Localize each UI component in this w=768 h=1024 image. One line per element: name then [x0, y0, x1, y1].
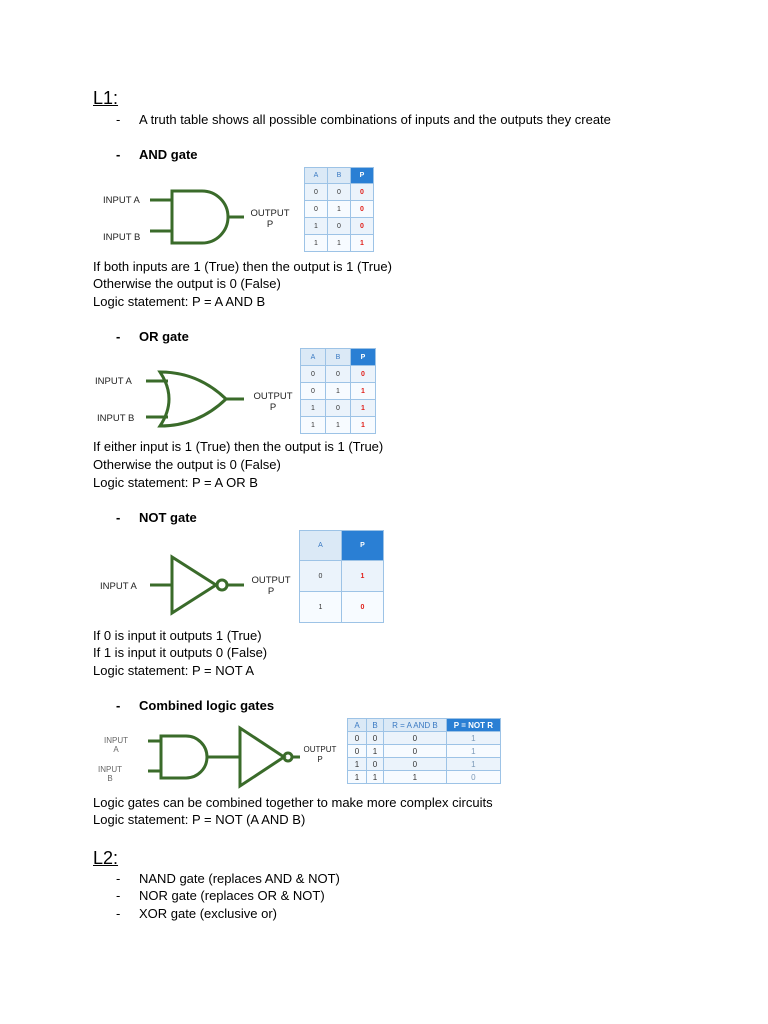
table-cell: 1	[351, 383, 376, 400]
or-gate-symbol-icon	[146, 368, 246, 433]
table-cell: 0	[326, 366, 351, 383]
and-gate-symbol-icon	[150, 186, 250, 251]
not-logic-statement: Logic statement: P = NOT A	[93, 663, 255, 678]
combined-output-label: OUTPUT P	[303, 745, 337, 764]
section-heading-l2: L2:	[93, 848, 119, 868]
section-heading-l1: L1:	[93, 88, 119, 108]
or-input-a-label: INPUT A	[95, 376, 132, 387]
combined-gates-symbol-icon	[148, 726, 308, 790]
and-gate-title: AND gate	[139, 147, 198, 162]
table-header: A	[348, 719, 367, 732]
combined-desc-line: Logic gates can be combined together to make more complex circuits	[93, 795, 493, 810]
table-cell: 0	[328, 184, 351, 201]
table-cell: 0	[384, 758, 447, 771]
table-cell: 1	[446, 758, 500, 771]
bullet-dash: -	[116, 510, 121, 525]
bullet-dash: -	[116, 888, 121, 903]
combined-truth-table	[347, 718, 501, 784]
l2-list-item: NOR gate (replaces OR & NOT)	[139, 888, 325, 903]
table-cell: 0	[305, 201, 328, 218]
and-logic-statement: Logic statement: P = A AND B	[93, 294, 266, 309]
and-truth-table	[304, 167, 374, 252]
table-cell: 1	[342, 561, 384, 592]
bullet-dash: -	[116, 112, 121, 127]
table-cell: 1	[305, 235, 328, 252]
and-input-b-label: INPUT B	[103, 232, 141, 243]
table-cell: 0	[367, 732, 384, 745]
table-cell: 0	[351, 366, 376, 383]
or-input-b-label: INPUT B	[97, 413, 135, 424]
or-logic-statement: Logic statement: P = A OR B	[93, 475, 258, 490]
or-output-label: OUTPUT P	[253, 391, 293, 413]
table-header: P	[351, 349, 376, 366]
table-cell: 1	[367, 771, 384, 784]
not-desc-line: If 1 is input it outputs 0 (False)	[93, 645, 268, 660]
not-input-a-label: INPUT A	[100, 581, 137, 592]
table-cell: 1	[367, 745, 384, 758]
table-cell: 1	[328, 201, 351, 218]
table-header: A	[301, 349, 326, 366]
table-cell: 0	[326, 400, 351, 417]
not-gate-symbol-icon	[150, 555, 250, 617]
and-desc-line: If both inputs are 1 (True) then the output is 1 (True)	[93, 259, 392, 274]
table-cell: 0	[367, 758, 384, 771]
table-cell: 1	[305, 218, 328, 235]
table-header: B	[367, 719, 384, 732]
table-cell: 0	[351, 201, 374, 218]
and-desc-line: Otherwise the output is 0 (False)	[93, 276, 281, 291]
table-cell: 0	[342, 592, 384, 623]
not-desc-line: If 0 is input it outputs 1 (True)	[93, 628, 262, 643]
bullet-dash: -	[116, 698, 121, 713]
table-header: P	[342, 531, 384, 561]
l2-list-item: XOR gate (exclusive or)	[139, 906, 277, 921]
or-truth-table	[300, 348, 376, 434]
and-output-label: OUTPUT P	[250, 208, 290, 230]
table-cell: 1	[351, 400, 376, 417]
table-cell: 1	[326, 383, 351, 400]
bullet-dash: -	[116, 329, 121, 344]
table-cell: 0	[300, 561, 342, 592]
or-gate-title: OR gate	[139, 329, 189, 344]
or-desc-line: If either input is 1 (True) then the output is 1 (True)	[93, 439, 384, 454]
combined-logic-statement: Logic statement: P = NOT (A AND B)	[93, 812, 306, 827]
table-cell: 1	[446, 732, 500, 745]
table-cell: 0	[446, 771, 500, 784]
table-cell: 1	[351, 417, 376, 434]
table-header: R = A AND B	[384, 719, 447, 732]
table-cell: 1	[301, 400, 326, 417]
table-header: A	[300, 531, 342, 561]
table-cell: 0	[301, 383, 326, 400]
table-cell: 1	[351, 235, 374, 252]
combined-input-b-label: INPUT B	[98, 765, 122, 783]
bullet-dash: -	[116, 871, 121, 886]
table-cell: 1	[446, 745, 500, 758]
table-cell: 0	[384, 745, 447, 758]
table-cell: 0	[328, 218, 351, 235]
l2-list-item: NAND gate (replaces AND & NOT)	[139, 871, 340, 886]
table-cell: 0	[305, 184, 328, 201]
and-input-a-label: INPUT A	[103, 195, 140, 206]
table-header: P = NOT R	[446, 719, 500, 732]
table-cell: 1	[328, 235, 351, 252]
combined-gates-title: Combined logic gates	[139, 698, 275, 713]
table-header: P	[351, 168, 374, 184]
table-cell: 0	[301, 366, 326, 383]
not-truth-table	[299, 530, 384, 623]
table-cell: 0	[348, 732, 367, 745]
table-header: A	[305, 168, 328, 184]
table-cell: 0	[384, 732, 447, 745]
table-cell: 1	[348, 758, 367, 771]
table-cell: 1	[384, 771, 447, 784]
not-output-label: OUTPUT P	[251, 575, 291, 597]
table-cell: 0	[351, 184, 374, 201]
table-header: B	[326, 349, 351, 366]
table-cell: 0	[348, 745, 367, 758]
intro-text: A truth table shows all possible combinations of inputs and the outputs they create	[139, 112, 611, 127]
table-cell: 1	[301, 417, 326, 434]
table-header: B	[328, 168, 351, 184]
or-desc-line: Otherwise the output is 0 (False)	[93, 457, 281, 472]
table-cell: 1	[326, 417, 351, 434]
not-gate-title: NOT gate	[139, 510, 197, 525]
table-cell: 1	[300, 592, 342, 623]
bullet-dash: -	[116, 906, 121, 921]
bullet-dash: -	[116, 147, 121, 162]
table-cell: 1	[348, 771, 367, 784]
table-cell: 0	[351, 218, 374, 235]
combined-input-a-label: INPUT A	[104, 736, 128, 754]
